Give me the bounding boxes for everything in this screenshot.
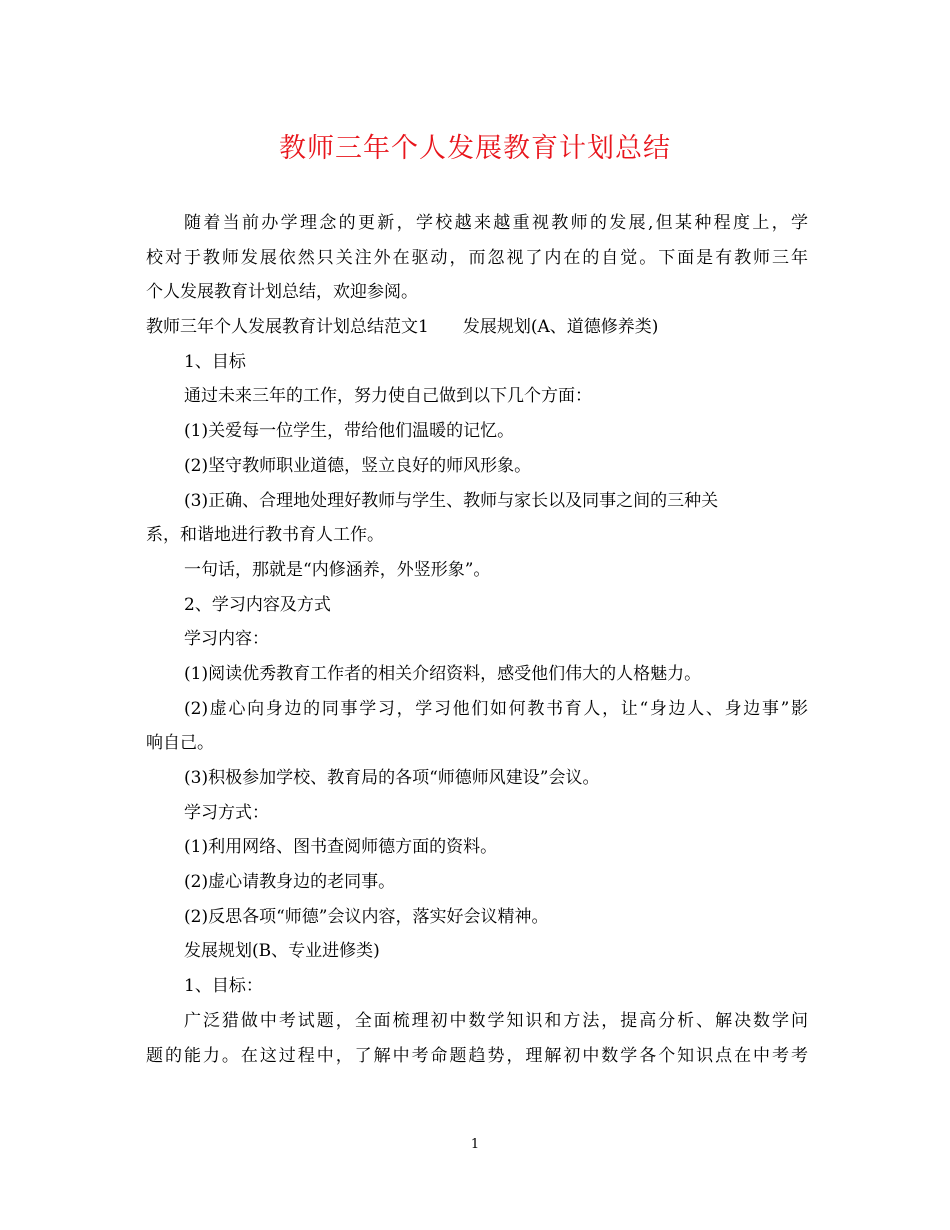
list-item: (2)虚心向身边的同事学习，学习他们如何教书育人，让“身边人、身边事”影 [184, 698, 808, 719]
paragraph-line: 1、目标： [184, 976, 263, 997]
paragraph-line: 个人发展教育计划总结，欢迎参阅。 [146, 282, 418, 303]
page-number: 1 [470, 1137, 480, 1152]
section-heading: 教师三年个人发展教育计划总结范文1 发展规划(A、道德修养类) [146, 317, 659, 338]
paragraph-line: 广泛猎做中考试题，全面梳理初中数学知识和方法，提高分析、解决数学问 [184, 1010, 808, 1031]
paragraph-line: 1、目标 [184, 351, 246, 372]
list-item: (2)反思各项“师德”会议内容，落实好会议精神。 [184, 906, 549, 927]
paragraph-line: 2、学习内容及方式 [184, 594, 331, 615]
paragraph-line: 发展规划(B、专业进修类) [184, 941, 380, 962]
list-item: (1)关爱每一位学生，带给他们温暖的记忆。 [184, 421, 515, 442]
paragraph-line: 随着当前办学理念的更新，学校越来越重视教师的发展,但某种程度上，学 [184, 213, 808, 233]
paragraph-line: 通过未来三年的工作，努力使自己做到以下几个方面： [184, 386, 592, 407]
paragraph-line: 学习内容： [184, 629, 269, 650]
paragraph-line: 一句话，那就是“内修涵养，外竖形象”。 [184, 559, 491, 580]
list-item-continued: 系，和谐地进行教书育人工作。 [146, 525, 384, 546]
list-item: (1)阅读优秀教育工作者的相关介绍资料，感受他们伟大的人格魅力。 [184, 663, 702, 684]
list-item: (3)积极参加学校、教育局的各项“师德师风建设”会议。 [184, 768, 600, 788]
list-item: (2)坚守教师职业道德，竖立良好的师风形象。 [184, 455, 532, 476]
list-item: (3)正确、合理地处理好教师与学生、教师与家长以及同事之间的三种关 [184, 490, 719, 511]
paragraph-line: 校对于教师发展依然只关注外在驱动，而忽视了内在的自觉。下面是有教师三年 [146, 247, 808, 268]
list-item-continued: 响自己。 [146, 733, 214, 754]
document-title: 教师三年个人发展教育计划总结 [279, 133, 671, 164]
paragraph-line: 学习方式： [184, 802, 269, 823]
paragraph-line: 题的能力。在这过程中，了解中考命题趋势，理解初中数学各个知识点在中考考 [146, 1045, 808, 1066]
list-item: (2)虚心请教身边的老同事。 [184, 872, 396, 893]
document-body [146, 206, 808, 1073]
list-item: (1)利用网络、图书查阅师德方面的资料。 [184, 837, 498, 858]
